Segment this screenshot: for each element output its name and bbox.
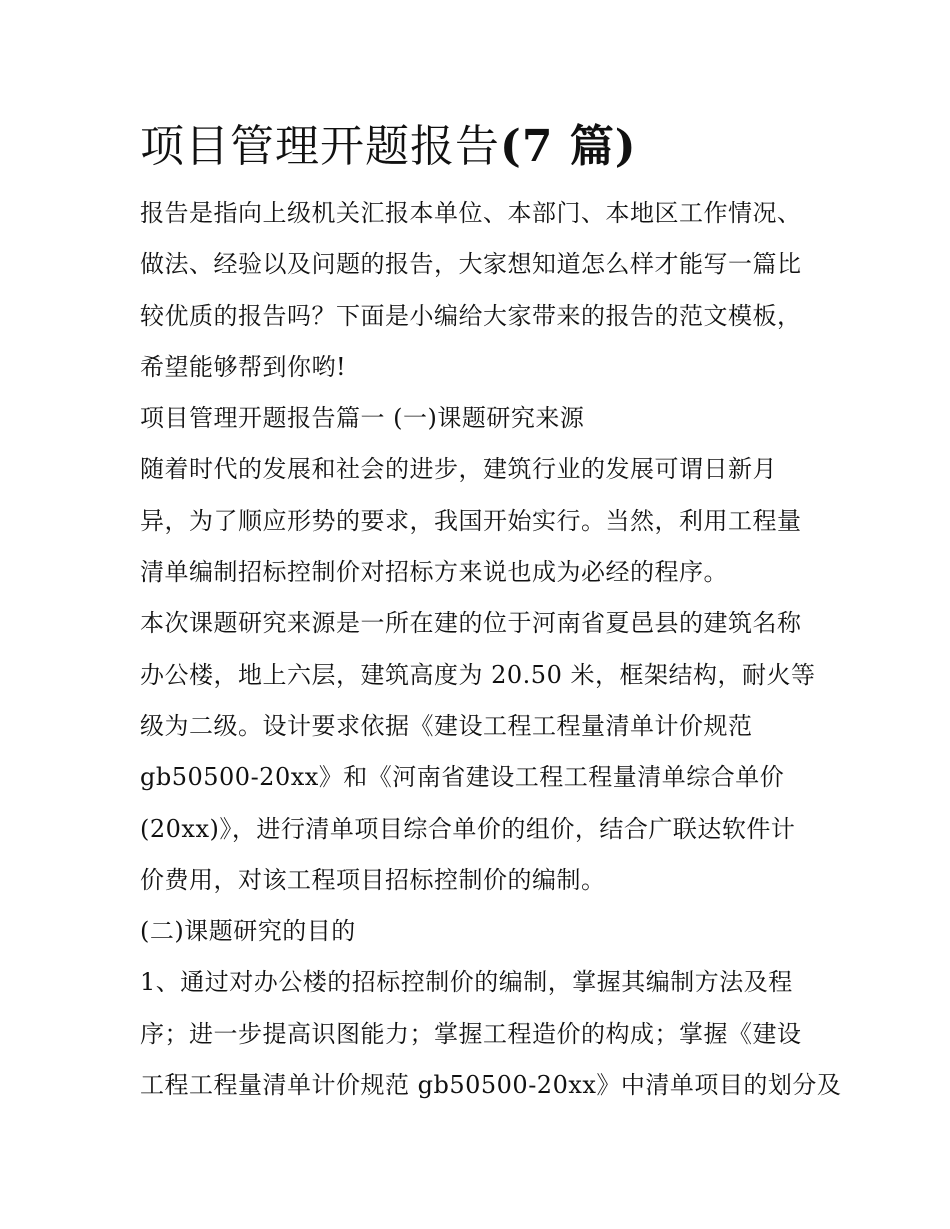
- text-line: 希望能够帮到你哟!: [140, 352, 347, 381]
- document-page: [140, 112, 842, 1111]
- text-line: (20xx)》，进行清单项目综合单价的组价，结合广联达软件计: [140, 814, 796, 843]
- text-line: 报告是指向上级机关汇报本单位、本部门、本地区工作情况、: [140, 199, 802, 227]
- text-line: 序；进一步提高识图能力；掌握工程造价的构成；掌握《建设: [140, 1019, 802, 1048]
- text-line: 较优质的报告吗？下面是小编给大家带来的报告的范文模板，: [140, 301, 802, 330]
- text-line: 随着时代的发展和社会的进步，建筑行业的发展可谓日新月: [140, 455, 777, 484]
- title-main: 项目管理开题报告: [140, 121, 500, 172]
- text-line: 异，为了顺应形势的要求，我国开始实行。当然，利用工程量: [140, 506, 802, 535]
- title-suffix: (7 篇): [500, 121, 637, 172]
- text-line: 价费用，对该工程项目招标控制价的编制。: [140, 865, 606, 894]
- text-line: 清单编制招标控制价对招标方来说也成为必经的程序。: [140, 558, 728, 587]
- text-line: gb50500-20xx》和《河南省建设工程工程量清单综合单价: [140, 763, 785, 792]
- section-heading: 项目管理开题报告篇一 (一)课题研究来源: [140, 404, 585, 433]
- text-line: 本次课题研究来源是一所在建的位于河南省夏邑县的建筑名称: [140, 609, 802, 638]
- text-line: 做法、经验以及问题的报告，大家想知道怎么样才能写一篇比: [140, 250, 802, 279]
- section-heading: (二)课题研究的目的: [140, 917, 356, 946]
- text-line: 级为二级。设计要求依据《建设工程工程量清单计价规范: [140, 711, 753, 740]
- text-line: 1、通过对办公楼的招标控制价的编制，掌握其编制方法及程: [140, 968, 793, 997]
- document-title: [140, 112, 820, 182]
- text-line: 工程工程量清单计价规范 gb50500-20xx》中清单项目的划分及: [140, 1071, 842, 1100]
- text-line: 办公楼，地上六层，建筑高度为 20.50 米，框架结构，耐火等: [140, 660, 816, 689]
